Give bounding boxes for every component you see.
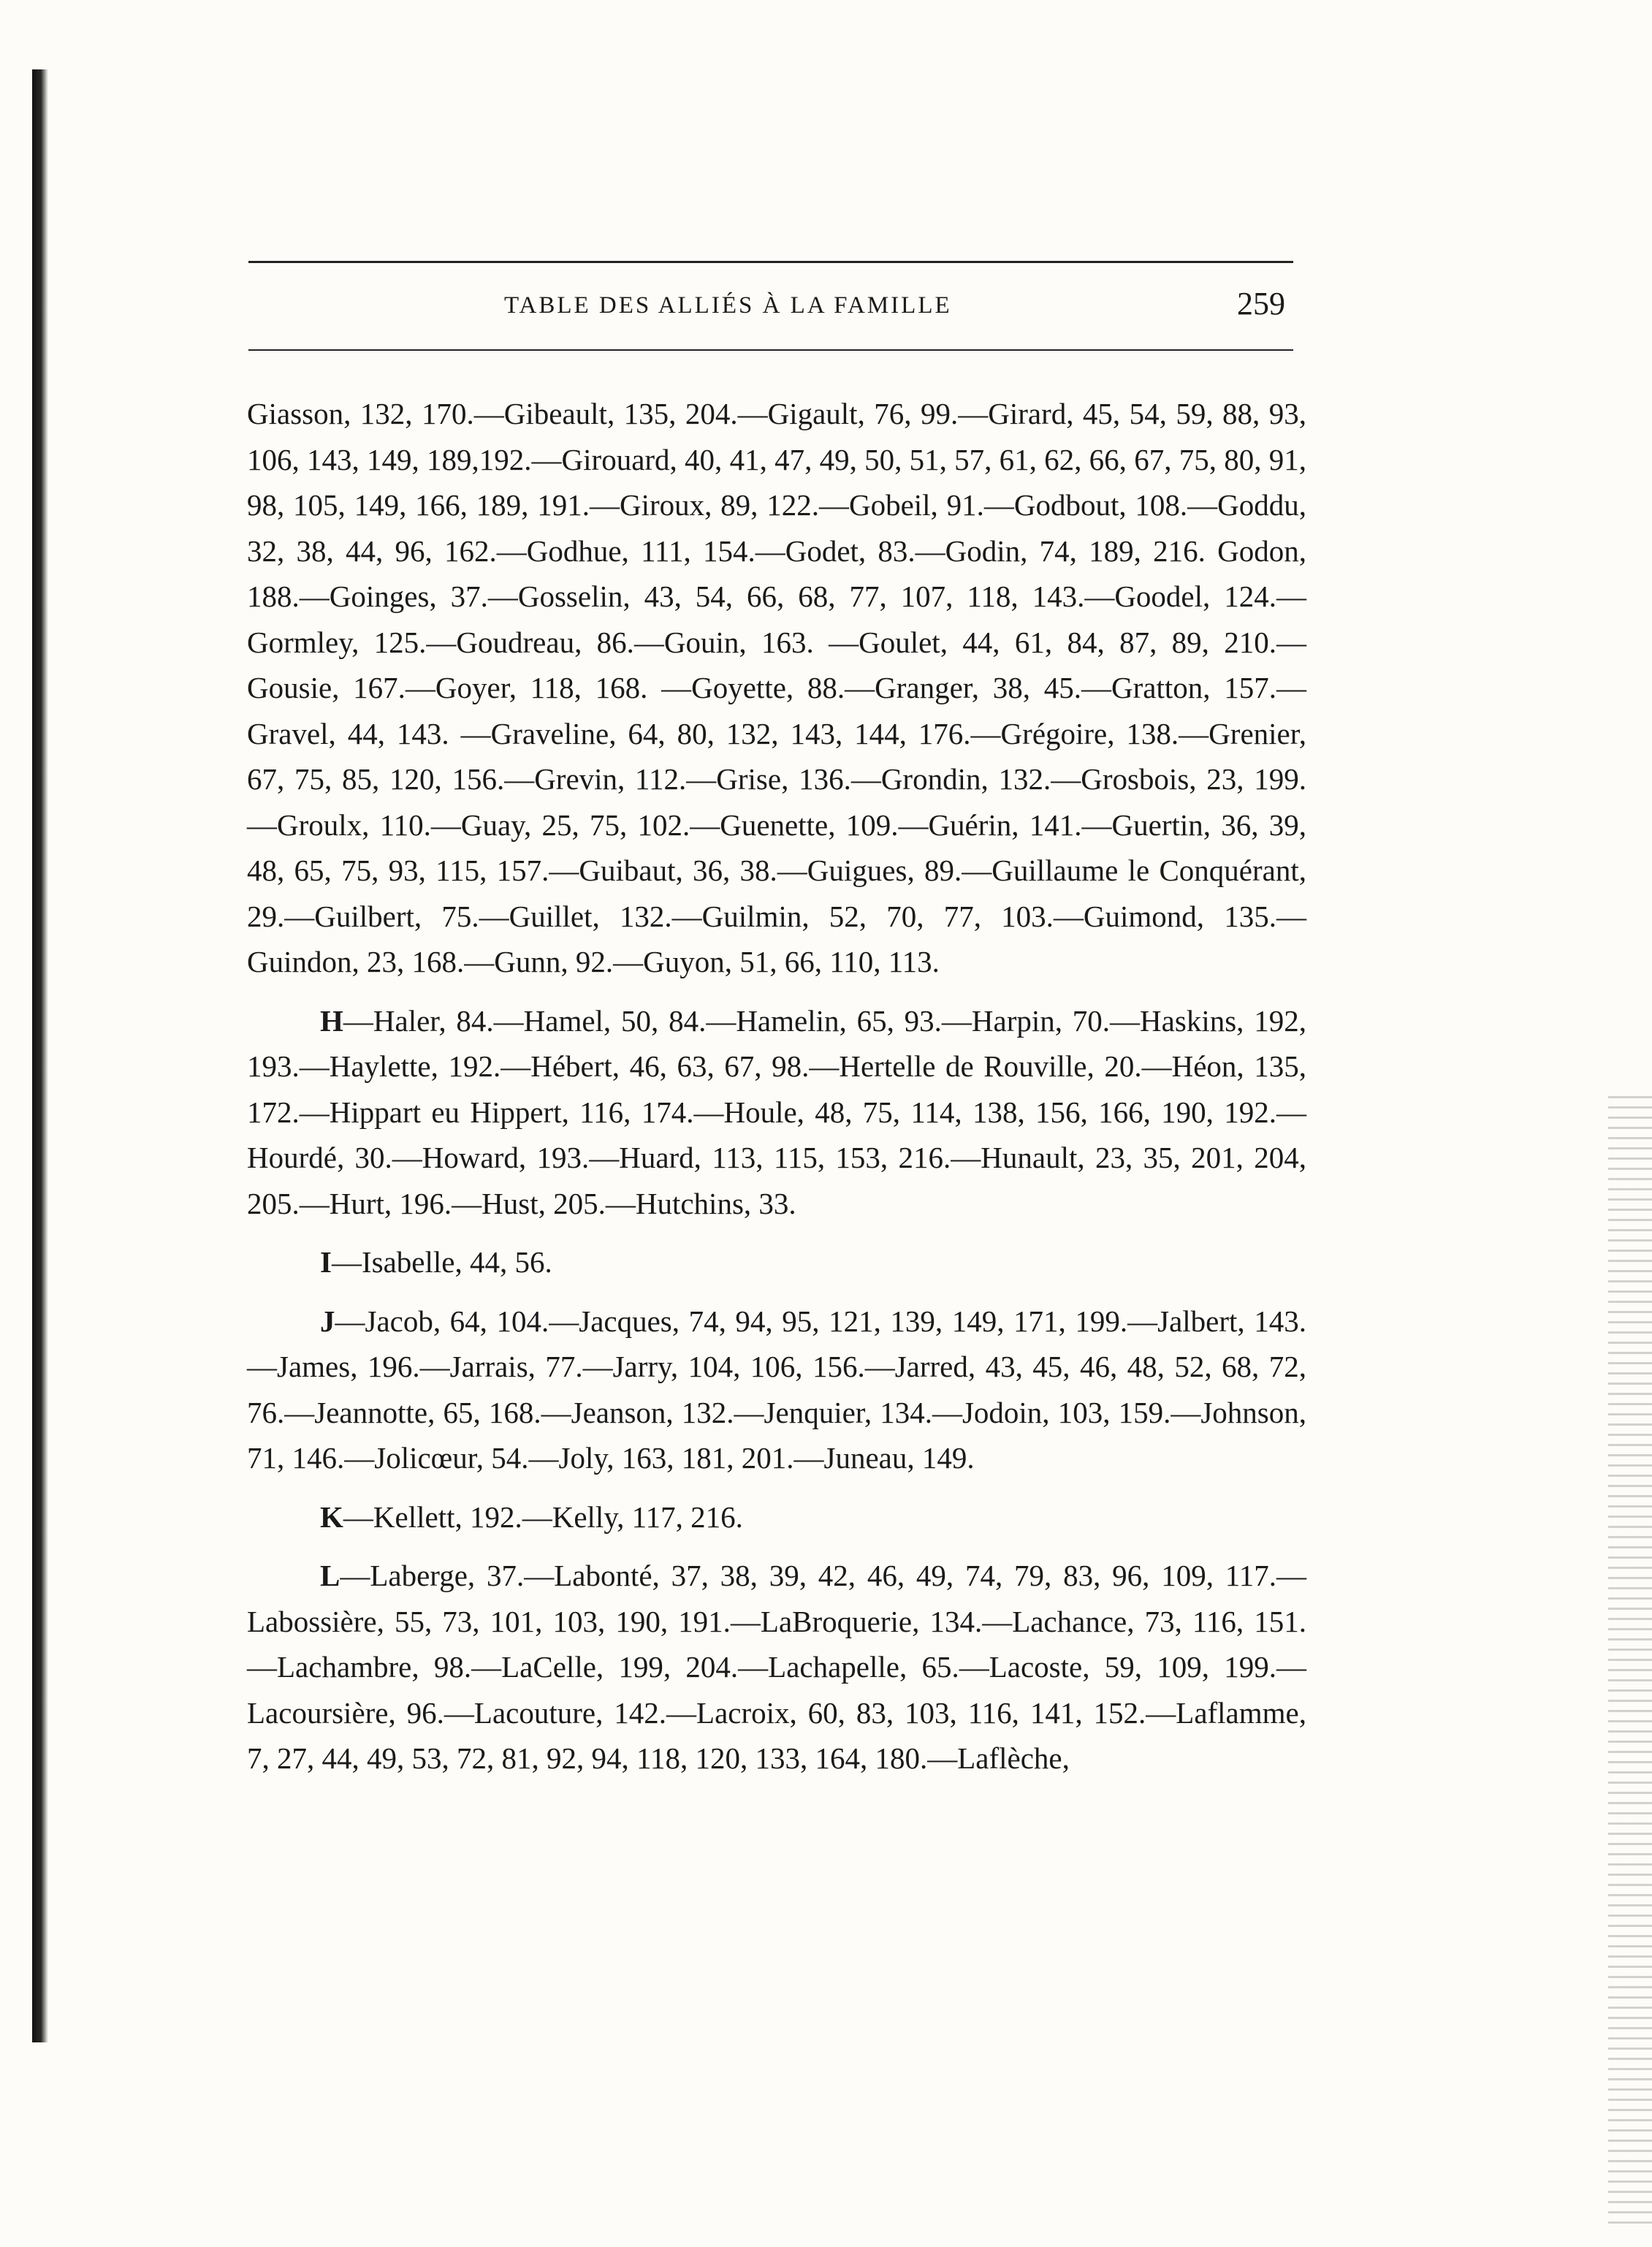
header-rule-bottom bbox=[248, 349, 1293, 351]
index-section-h bbox=[247, 998, 1306, 1227]
index-section-l bbox=[247, 1553, 1306, 1782]
index-entries: —Laberge, 37.—Labonté, 37, 38, 39, 42, 46, 49, 74, 79, 83, 96, 109, 117.—Labossière, 55, 73, 101, 103, 190, 191.—LaBroquerie, 134.—Lachance, 73, 116, 151.—Lachambre, 98.—LaCelle, 199, 204.—Lachapelle, 65.—Lacoste, 59, 109, 199.—Lacoursière, 96.—Lacouture, 142.—Lacroix, 60, 83, 103, 116, 141, 152.—Laflamme, 7, 27, 44, 49, 53, 72, 81, 92, 94, 118, 120, 133, 164, 180.—Laflèche, bbox=[247, 1559, 1306, 1775]
running-title: TABLE DES ALLIÉS À LA FAMILLE bbox=[504, 292, 952, 319]
index-section-j bbox=[247, 1299, 1306, 1481]
page-number: 259 bbox=[1237, 286, 1285, 322]
header-rule-top bbox=[248, 261, 1293, 263]
binding-shadow bbox=[32, 69, 48, 2042]
index-entries: —Isabelle, 44, 56. bbox=[331, 1245, 552, 1279]
edge-scan-noise bbox=[1608, 1096, 1652, 2229]
index-section-k bbox=[247, 1494, 1306, 1540]
index-entries: —Kellett, 192.—Kelly, 117, 216. bbox=[343, 1499, 743, 1534]
section-initial: I bbox=[320, 1245, 332, 1279]
section-initial: H bbox=[320, 1003, 343, 1038]
index-entries: Giasson, 132, 170.—Gibeault, 135, 204.—Gigault, 76, 99.—Girard, 45, 54, 59, 88, 93, 106, 143, 149, 189,192.—Girouard, 40, 41, 47, 49, 50, 51, 57, 61, 62, 66, 67, 75, 80, 91, 98, 105, 149, 166, 189, 191.—Giroux, 89, 122.—Gobeil, 91.—Godbout, 108.—Goddu, 32, 38, 44, 96, 162.—Godhue, 111, 154.—Godet, 83.—Godin, 74, 189, 216. Godon, 188.—Goinges, 37.—Gosselin, 43, 54, 66, 68, 77, 107, 118, 143.—Goodel, 124.—Gormley, 125.—Goudreau, 86.—Gouin, 163. —Goulet, 44, 61, 84, 87, 89, 210.—Gousie, 167.—Goyer, 118, 168. —Goyette, 88.—Granger, 38, 45.—Gratton, 157.—Gravel, 44, 143. —Graveline, 64, 80, 132, 143, 144, 176.—Grégoire, 138.—Grenier, 67, 75, 85, 120, 156.—Grevin, 112.—Grise, 136.—Grondin, 132.—Grosbois, 23, 199.—Groulx, 110.—Guay, 25, 75, 102.—Guenette, 109.—Guérin, 141.—Guertin, 36, 39, 48, 65, 75, 93, 115, 157.—Guibaut, 36, 38.—Guigues, 89.—Guillaume le Conquérant, 29.—Guilbert, 75.—Guillet, 132.—Guilmin, 52, 70, 77, 103.—Guimond, 135.—Guindon, 23, 168.—Gunn, 92.—Guyon, 51, 66, 110, 113. bbox=[247, 397, 1306, 978]
index-entries: —Jacob, 64, 104.—Jacques, 74, 94, 95, 121, 139, 149, 171, 199.—Jalbert, 143.—James, 196.—Jarrais, 77.—Jarry, 104, 106, 156.—Jarred, 43, 45, 46, 48, 52, 68, 72, 76.—Jeannotte, 65, 168.—Jeanson, 132.—Jenquier, 134.—Jodoin, 103, 159.—Johnson, 71, 146.—Jolicœur, 54.—Joly, 163, 181, 201.—Juneau, 149. bbox=[247, 1304, 1306, 1475]
index-section-i bbox=[247, 1239, 1306, 1285]
index-entries: —Haler, 84.—Hamel, 50, 84.—Hamelin, 65, 93.—Harpin, 70.—Haskins, 192, 193.—Haylette, 192.—Hébert, 46, 63, 67, 98.—Hertelle de Rouville, 20.—Héon, 135, 172.—Hippart eu Hippert, 116, 174.—Houle, 48, 75, 114, 138, 156, 166, 190, 192.—Hourdé, 30.—Howard, 193.—Huard, 113, 115, 153, 216.—Hunault, 23, 35, 201, 204, 205.—Hurt, 196.—Hust, 205.—Hutchins, 33. bbox=[247, 1003, 1306, 1220]
section-initial: J bbox=[320, 1304, 335, 1338]
section-initial: L bbox=[320, 1559, 340, 1592]
index-section-g bbox=[247, 391, 1306, 985]
section-initial: K bbox=[320, 1499, 343, 1534]
index-body bbox=[247, 391, 1306, 1795]
